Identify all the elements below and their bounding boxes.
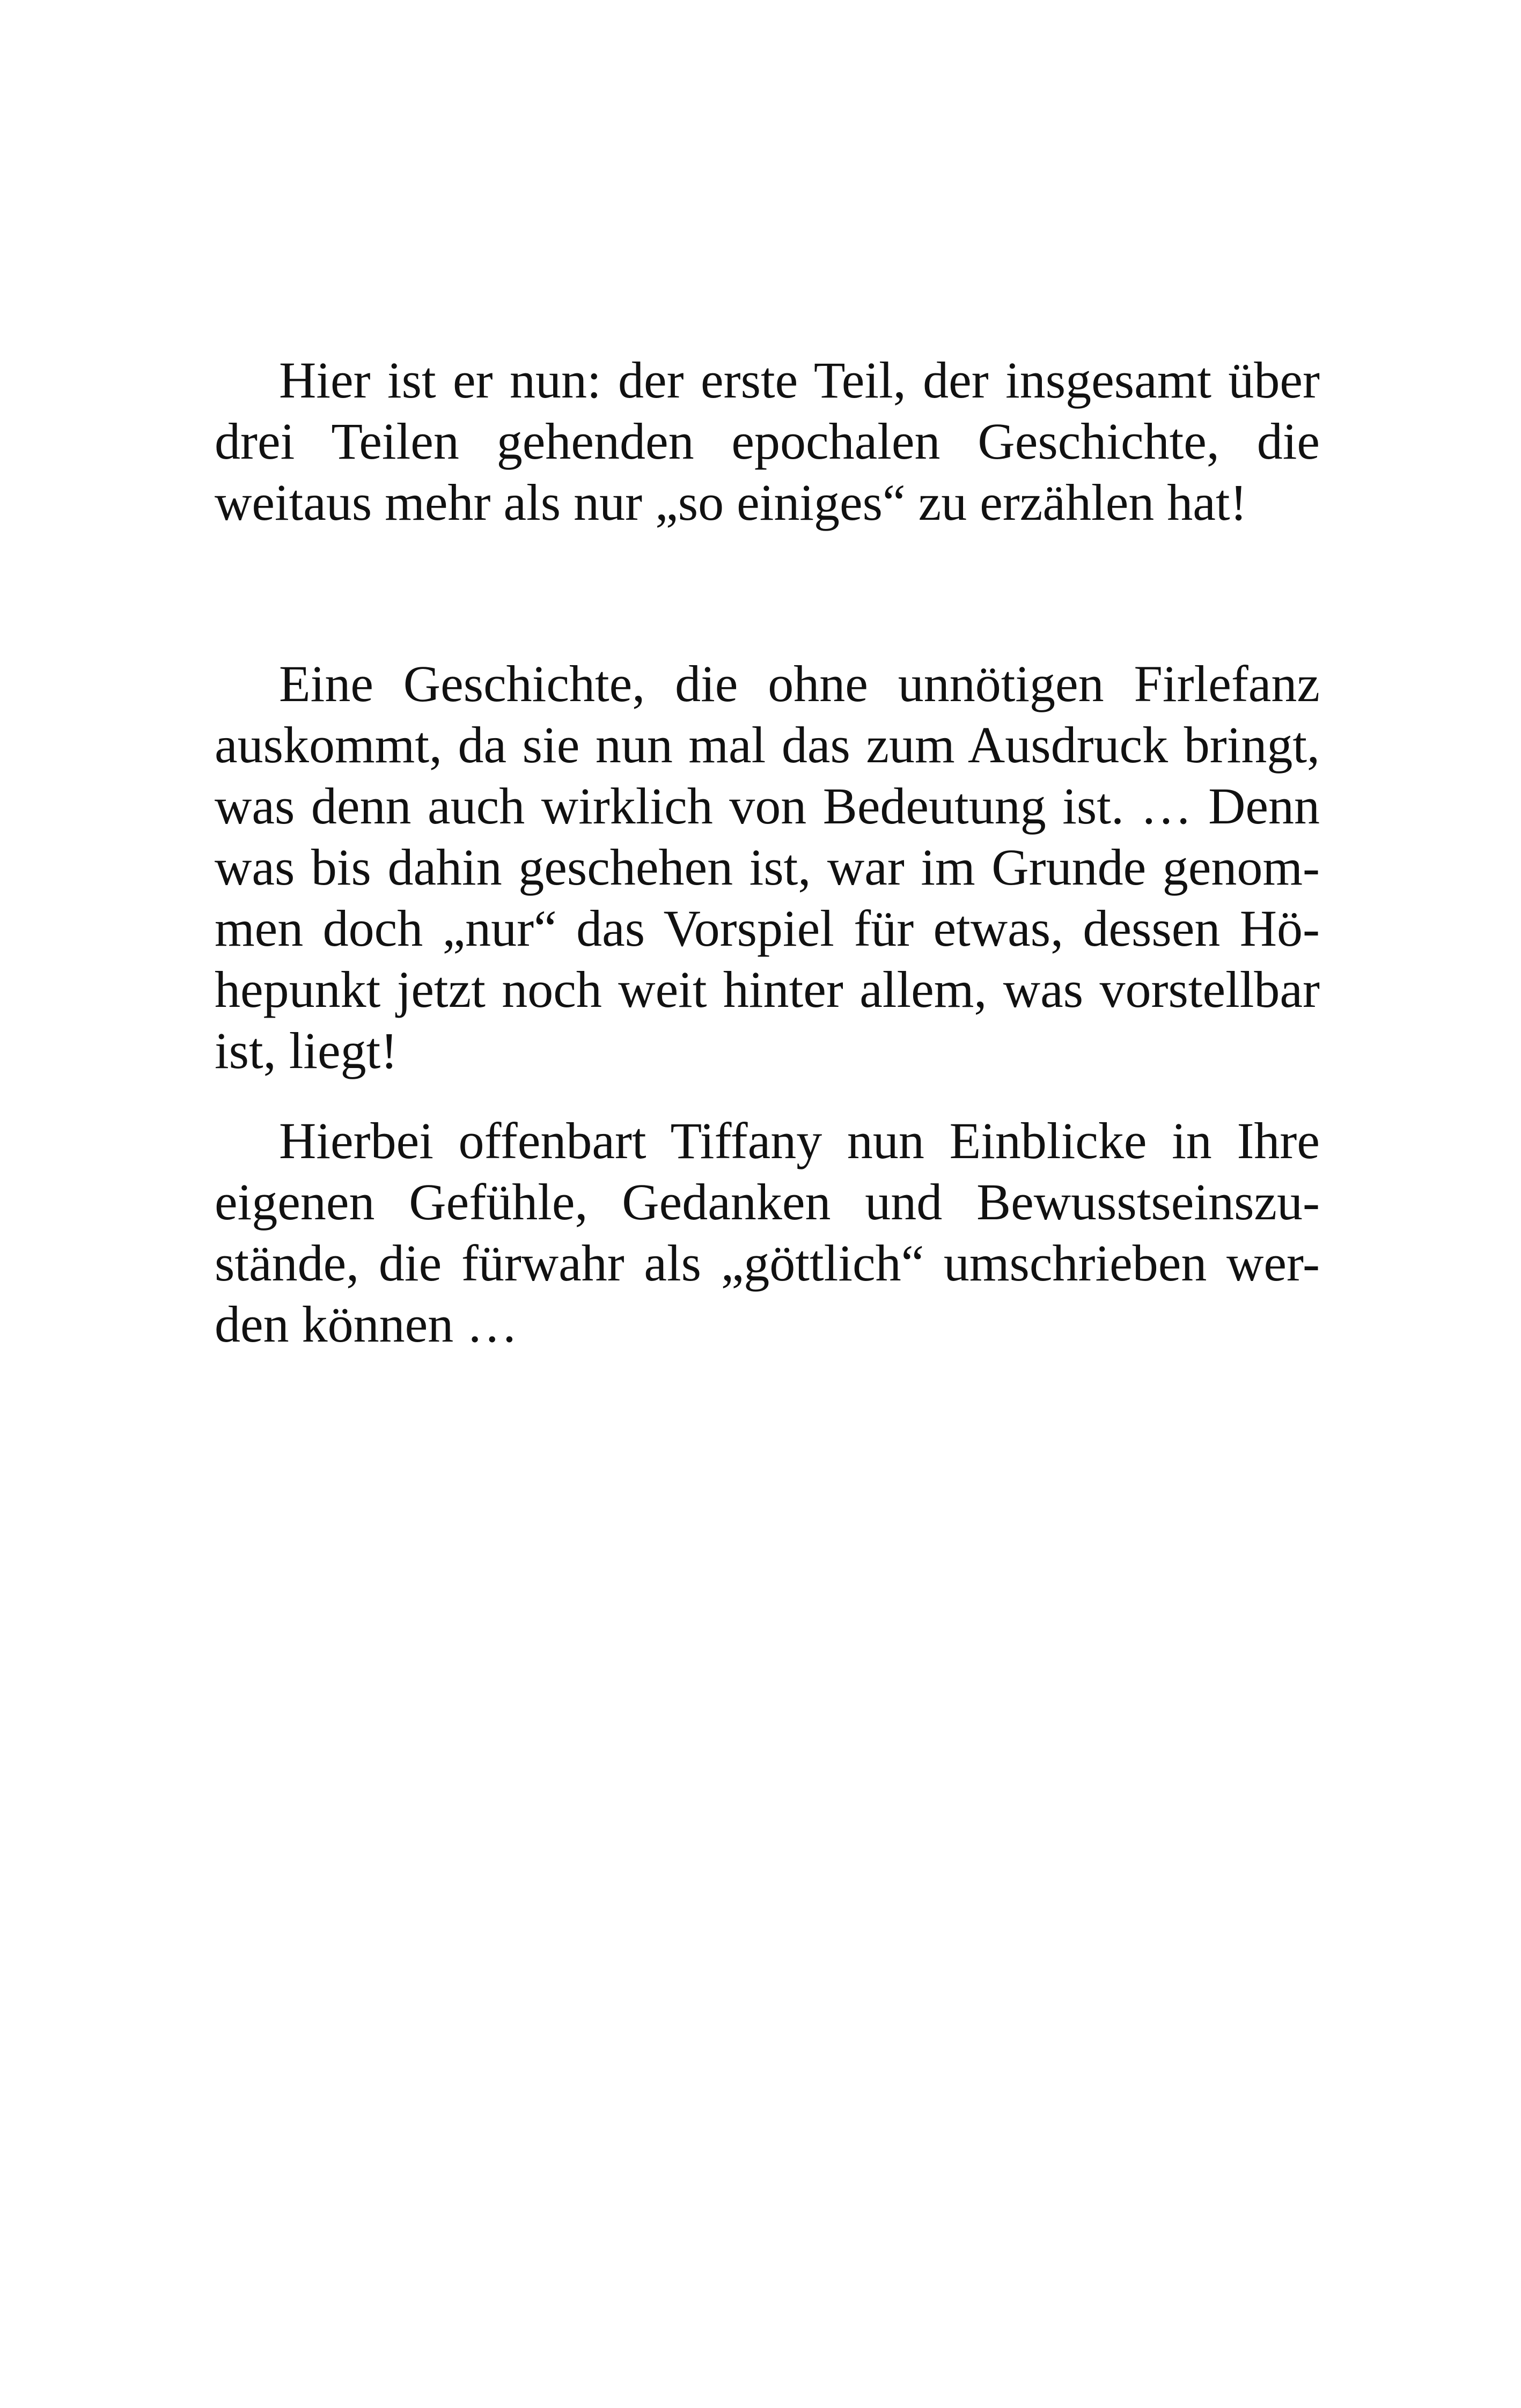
text-line: weitaus mehr als nur „so einiges“ zu erzählen hat! (215, 474, 1247, 531)
text-line: eigenen Gefühle, Gedanken und Bewusstseinszu- (215, 1173, 1320, 1231)
text-line: was bis dahin geschehen ist, war im Grunde genom- (215, 838, 1320, 896)
text-line: den können … (215, 1295, 518, 1353)
text-line: stände, die fürwahr als „göttlich“ umschrieben wer- (215, 1234, 1320, 1292)
text-line: was denn auch wirklich von Bedeutung ist. … Denn (215, 777, 1320, 835)
text-line: hepunkt jetzt noch weit hinter allem, was vorstellbar (215, 961, 1320, 1018)
text-line: Eine Geschichte, die ohne unnötigen Firlefanz (279, 655, 1320, 712)
paragraph-story (215, 653, 1320, 1081)
text-line: drei Teilen gehenden epochalen Geschichte, die (215, 413, 1320, 470)
text-line: auskommt, da sie nun mal das zum Ausdruck bringt, (215, 716, 1320, 774)
text-line: men doch „nur“ das Vorspiel für etwas, dessen Hö- (215, 900, 1320, 957)
paragraph-intro (215, 350, 1320, 533)
text-line: ist, liegt! (215, 1022, 398, 1079)
text-line: Hierbei offenbart Tiffany nun Einblicke in Ihre (279, 1112, 1320, 1169)
text-line: Hier ist er nun: der erste Teil, der insgesamt über (279, 351, 1320, 409)
paragraph-tiffany (215, 1110, 1320, 1355)
